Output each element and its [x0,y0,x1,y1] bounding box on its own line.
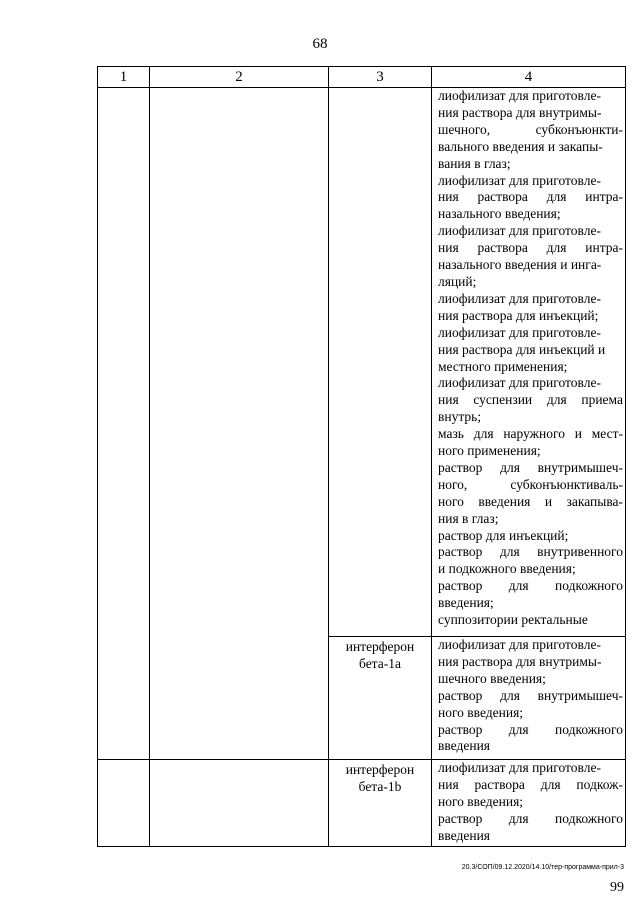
dosage-form-line: ния раствора для интра- [438,189,623,205]
dosage-form-line: ния раствора для интра- [438,240,623,256]
dosage-form-line: назального введения и инга- [438,257,602,273]
dosage-form-line: раствор для инъекций; [438,527,569,543]
dosage-form-line: ного введения; [438,704,524,720]
dosage-form-line: лиофилизат для приготовле- [438,88,601,103]
page-number-bottom: 99 [610,880,624,895]
dosage-form-line: ляций; [438,273,477,289]
row3-dosage-forms [432,760,626,847]
dosage-form-line: лиофилизат для приготовле- [438,760,601,775]
row1-dosage-forms [432,88,626,637]
dosage-form-line: введения; [438,595,494,611]
dosage-form-line: мазь для наружного и мест- [438,426,623,442]
row2-drug-name: интерферон бета-1a [329,637,432,760]
dosage-form-line: раствор для внутривенного [438,544,623,560]
page-number-top: 68 [312,36,328,52]
dosage-form-line: ния суспензии для приема [438,392,623,408]
dosage-form-line: местного применения; [438,358,568,374]
dosage-form-line: лиофилизат для приготовле- [438,290,601,306]
dosage-form-line: лиофилизат для приготовле- [438,223,601,239]
table-row [98,88,626,637]
dosage-form-line: ния раствора для подкож- [438,776,623,792]
header-col-2: 2 [150,67,329,88]
dosage-form-line: ния в глаз; [438,510,499,526]
table-row [98,760,626,847]
row3-col2 [150,760,329,847]
header-col-3: 3 [329,67,432,88]
dosage-form-line: вального введения и закапы- [438,138,603,154]
dosage-form-line: раствор для внутримышеч- [438,459,623,475]
dosage-form-line: лиофилизат для приготовле- [438,324,601,340]
table-header-row [98,67,626,88]
dosage-form-line: и подкожного введения; [438,561,576,577]
dosage-form-line: ния раствора для внутримы- [438,104,602,120]
dosage-form-line: ния раствора для инъекций и [438,341,606,357]
dosage-form-line: лиофилизат для приготовле- [438,637,601,652]
row1-col2 [150,88,329,760]
dosage-form-line: суппозитории ректальные [438,612,588,628]
row2-dosage-forms [432,637,626,760]
dosage-form-line: ного, субконъюнктиваль- [438,476,623,492]
dosage-form-line: внутрь; [438,409,482,425]
dosage-form-line: вания в глаз; [438,155,511,171]
dosage-form-line: назального введения; [438,206,561,222]
dosage-form-line: шечного введения; [438,670,546,686]
dosage-form-line: шечного, субконъюнкти- [438,121,623,137]
row1-col1 [98,88,150,760]
dosage-form-line: ного введения и закапыва- [438,493,623,509]
row3-col1 [98,760,150,847]
footer-document-code: 20.3/СОП/09.12.2020/14.10/тер-программа-прил-3 [461,864,624,871]
dosage-form-line: раствор для внутримышеч- [438,687,623,703]
dosage-form-line: введения [438,827,491,843]
header-col-1: 1 [98,67,150,88]
dosage-form-line: ния раствора для инъекций; [438,307,599,323]
dosage-form-line: ного введения; [438,793,524,809]
dosage-form-line: лиофилизат для приготовле- [438,375,601,391]
dosage-form-line: раствор для подкожного [438,810,623,826]
header-col-4: 4 [432,67,626,88]
dosage-form-line: ния раствора для внутримы- [438,653,602,669]
dosage-form-line: ного применения; [438,443,541,459]
dosage-form-line: раствор для подкожного [438,578,623,594]
dosage-form-line: лиофилизат для приготовле- [438,172,601,188]
dosage-form-line: раствор для подкожного [438,721,623,737]
drug-table [97,66,626,847]
dosage-form-line: введения [438,738,491,754]
row3-drug-name: интерферон бета-1b [329,760,432,847]
row1-col3 [329,88,432,637]
